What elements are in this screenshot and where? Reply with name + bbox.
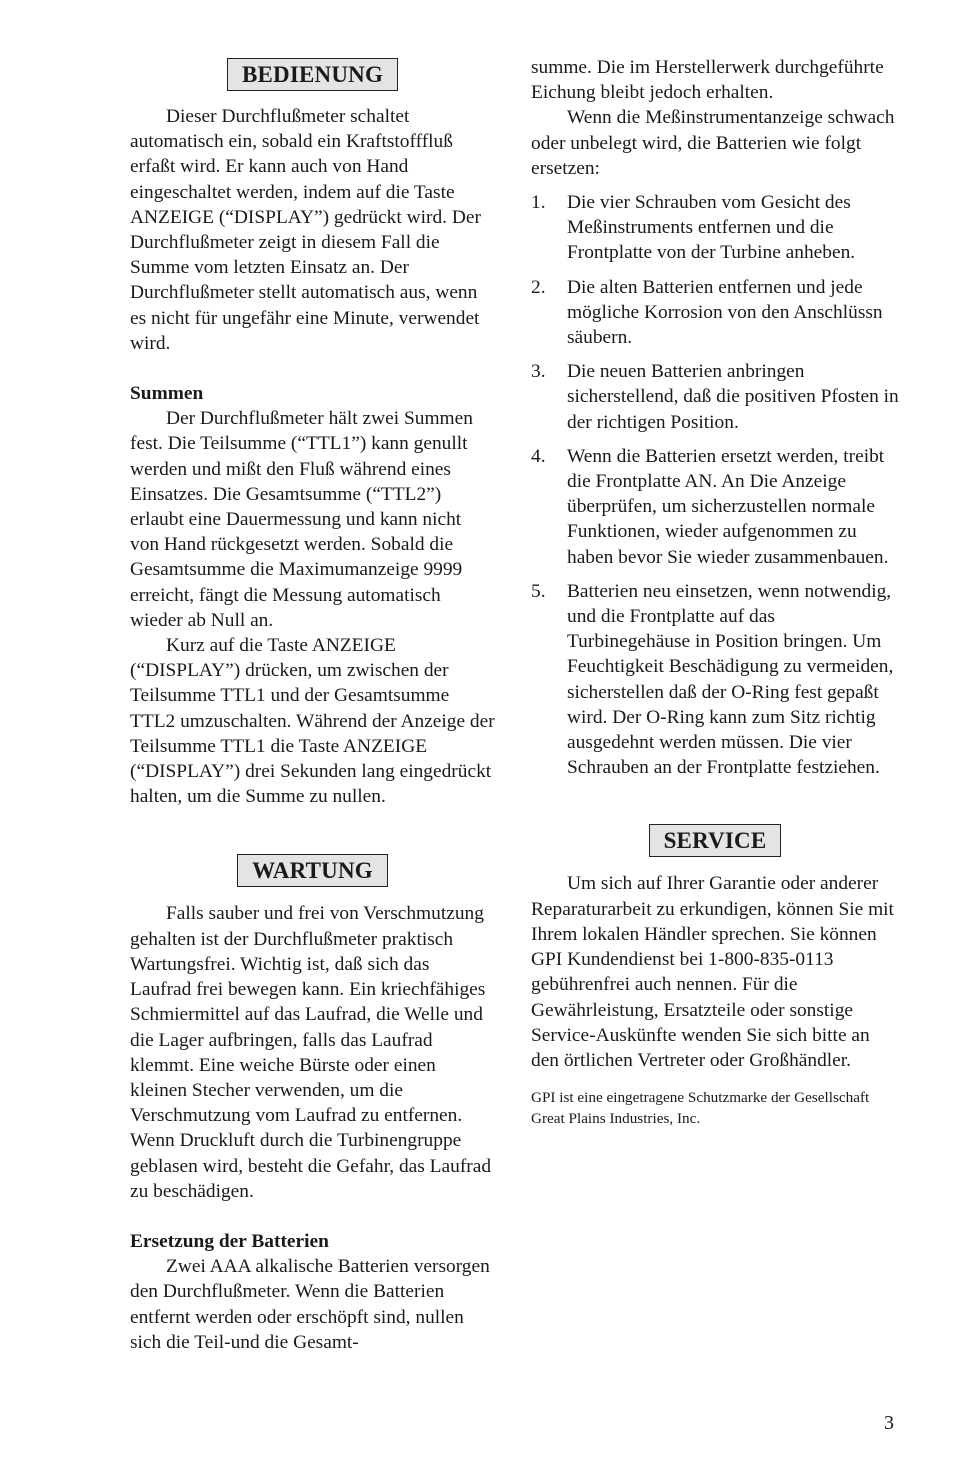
step-number: 2.	[531, 276, 546, 298]
list-item	[531, 444, 899, 570]
list-item	[531, 579, 899, 781]
step-text: Die vier Schrauben vom Gesicht des Meßinstruments entfernen und die Frontplatte von der Turbine anheben.	[567, 192, 856, 264]
step-text: Die neuen Batterien anbringen sicherstellend, daß die positiven Pfosten in der richtigen Position.	[567, 361, 899, 433]
summen-heading: Summen	[130, 383, 204, 405]
list-item	[531, 275, 899, 351]
step-number: 4.	[531, 445, 546, 467]
service-text: Um sich auf Ihrer Garantie oder anderer Reparaturarbeit zu erkundigen, können Sie mit Ihrem lokalen Händler sprechen. Sie können GPI Kundendienst bei 1-800-835-0113 gebührenfrei auch nennen. Für die Gewährleistung, Ersatzteile oder sonstige Service-Auskünfte wenden Sie sich bitte an den örtlichen Vertreter oder Großhändler.	[531, 873, 894, 1071]
bedienung-heading: BEDIENUNG	[227, 58, 398, 91]
step-number: 3.	[531, 361, 546, 383]
step-text: Die alten Batterien entfernen und jede mögliche Korrosion von den Anschlüssn säubern.	[567, 276, 883, 349]
step-text: Batterien neu einsetzen, wenn notwendig, und die Frontplatte auf das Turbinegehäuse in Position bringen. Um Feuchtigkeit Beschädigung zu vermeiden, sicherstellen daß der O-Ring fest gepaßt wird. Der O-Ring kann zum Sitz richtig ausgedehnt werden müssen. Die vier Schrauben an der Frontplatte festziehen.	[567, 580, 894, 779]
left-column	[130, 0, 495, 1355]
batteries-paragraph-1-start: Zwei AAA alkalische Batterien versorgen den Durchflußmeter. Wenn die Batterien entfernt werden oder erschöpft sind, nullen sich die Teil-und die Gesamt-	[130, 1256, 490, 1353]
right-column	[531, 0, 899, 1129]
service-heading: SERVICE	[649, 824, 782, 857]
step-number: 5.	[531, 580, 546, 602]
trademark-footnote: GPI ist eine eingetragene Schutzmarke der Gesellschaft Great Plains Industries, Inc.	[531, 1089, 870, 1128]
list-item	[531, 359, 899, 435]
batteries-paragraph-1-end: summe. Die im Herstellerwerk durchgeführte Eichung bleibt jedoch erhalten.	[531, 57, 884, 104]
summen-paragraph-1: Der Durchflußmeter hält zwei Summen fest. Die Teilsumme (“TTL1”) kann genullt werden und mißt den Fluß während eines Einsatzes. Die Gesamtsumme (“TTL2”) erlaubt eine Dauermessung und kann nicht von Hand rückgesetzt werden. Sobald die Gesamtsumme die Maximumanzeige 9999 erreicht, fängt die Messung automatisch wieder ab Null an.	[130, 408, 473, 631]
page-number: 3	[884, 1412, 894, 1434]
summen-paragraph-2: Kurz auf die Taste ANZEIGE (“DISPLAY”) drücken, um zwischen der Teilsumme TTL1 und der Gesamtsumme TTL2 umzuschalten. Während der Anzeige der Teilsumme TTL1 die Taste ANZEIGE (“DISPLAY”) drei Sekunden lang eingedrückt halten, um die Summe zu nullen.	[130, 635, 495, 808]
batteries-heading: Ersetzung der Batterien	[130, 1230, 329, 1252]
list-item	[531, 190, 899, 266]
battery-steps-list	[531, 190, 899, 780]
step-number: 1.	[531, 192, 546, 214]
wartung-intro: Falls sauber und frei von Verschmutzung gehalten ist der Durchflußmeter praktisch Wartungsfrei. Wichtig ist, daß sich das Laufrad frei bewegen kann. Ein kriechfähiges Schmiermittel auf das Laufrad, die Welle und die Lager aufbringen, falls das Laufrad klemmt. Eine weiche Bürste oder einen kleinen Stecher verwenden, um die Verschmutzung vom Laufrad zu entfernen. Wenn Druckluft durch die Turbinengruppe geblasen wird, besteht die Gefahr, das Laufrad zu beschädigen.	[130, 903, 492, 1202]
step-text: Wenn die Batterien ersetzt werden, treibt die Frontplatte AN. An Die Anzeige überprüfen, um sicherzustellen normale Funktionen, wieder aufgenommen zu haben bevor Sie wieder zusammenbauen.	[567, 445, 889, 568]
batteries-paragraph-2: Wenn die Meßinstrumentanzeige schwach oder unbelegt wird, die Batterien wie folgt ersetzen:	[531, 107, 895, 179]
wartung-heading: WARTUNG	[237, 854, 388, 887]
bedienung-intro: Dieser Durchflußmeter schaltet automatisch ein, sobald ein Kraftstofffluß erfaßt wird. Er kann auch von Hand eingeschaltet werden, indem auf die Taste ANZEIGE (“DISPLAY”) gedrückt wird. Der Durchflußmeter zeigt in diesem Fall die Summe vom letzten Einsatz an. Der Durchflußmeter stellt automatisch aus, wenn es nicht für ungefähr eine Minute, verwendet wird.	[130, 106, 481, 354]
